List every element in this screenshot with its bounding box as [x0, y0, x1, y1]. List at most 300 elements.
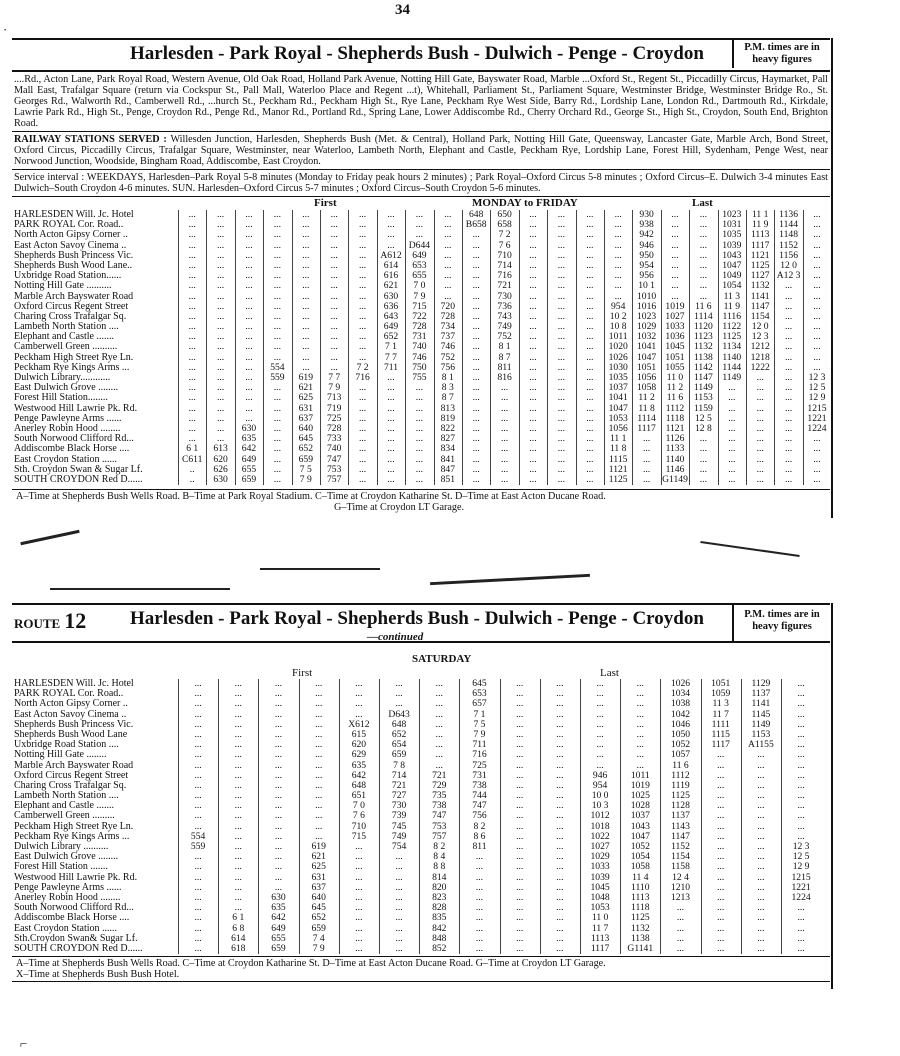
time-cell: ...: [273, 463, 281, 475]
column-rule: [774, 210, 775, 485]
time-cell: ...: [387, 443, 395, 455]
time-cell: ...: [274, 718, 283, 730]
footnotes: [12, 956, 830, 982]
time-cell: 1025: [630, 790, 650, 802]
time-cell: 1224: [807, 422, 827, 434]
time-cell: ...: [273, 382, 281, 394]
stop-name: Dulwich Library............: [14, 372, 111, 383]
time-cell: ...: [813, 270, 821, 282]
column-rule: [604, 210, 605, 485]
time-cell: ...: [273, 270, 281, 282]
time-cell: ...: [302, 280, 310, 292]
time-cell: ...: [813, 463, 821, 475]
time-cell: ...: [355, 678, 363, 689]
time-cell: ...: [234, 688, 242, 700]
time-cell: ...: [642, 463, 651, 475]
time-cell: ...: [586, 249, 594, 261]
time-cell: 1053: [608, 412, 628, 424]
time-cell: ...: [234, 881, 242, 893]
time-cell: 735: [432, 790, 447, 802]
time-cell: ...: [556, 759, 564, 771]
time-cell: 1058: [636, 382, 657, 394]
time-cell: ...: [234, 739, 242, 751]
time-cell: ...: [358, 351, 367, 363]
time-cell: ...: [245, 361, 253, 373]
time-cell: ...: [216, 290, 225, 302]
time-cell: 835: [432, 912, 447, 924]
time-cell: ...: [273, 239, 281, 251]
time-cell: ...: [797, 739, 805, 751]
time-cell: ...: [516, 912, 524, 924]
time-cell: ...: [435, 728, 443, 740]
time-cell: 12 5: [808, 382, 826, 394]
time-cell: 1125: [630, 912, 650, 924]
stop-list: [14, 679, 143, 954]
time-cell: 814: [432, 871, 447, 883]
time-column: [320, 210, 348, 485]
time-cell: 11 6: [672, 759, 689, 771]
time-cell: 749: [391, 830, 407, 842]
time-column: [263, 210, 291, 485]
time-cell: 1218: [750, 351, 770, 363]
time-cell: ...: [216, 239, 225, 251]
time-cell: ...: [358, 443, 367, 455]
time-cell: ...: [302, 321, 310, 333]
time-cell: 1125: [722, 331, 742, 343]
time-cell: ...: [529, 402, 537, 414]
time-cell: ...: [757, 942, 765, 954]
time-cell: ...: [557, 341, 565, 353]
time-cell: 725: [327, 412, 342, 424]
time-cell: ...: [435, 718, 443, 730]
time-cell: 11 9: [723, 300, 740, 312]
time-cell: 1114: [637, 412, 656, 424]
time-cell: 1029: [636, 321, 657, 333]
column-rule: [689, 210, 690, 485]
time-cell: 1038: [670, 698, 691, 710]
time-cell: ...: [642, 443, 651, 455]
time-cell: ...: [756, 392, 764, 404]
time-cell: ...: [586, 321, 594, 333]
time-cell: 727: [391, 790, 407, 802]
time-cell: 1035: [608, 372, 628, 383]
time-cell: 728: [327, 422, 342, 434]
time-cell: ...: [387, 229, 395, 241]
time-cell: ...: [586, 310, 594, 322]
time-cell: ...: [529, 382, 537, 394]
time-cell: ...: [273, 392, 281, 404]
time-cell: ...: [355, 942, 363, 954]
time-cell: ...: [234, 759, 242, 771]
time-cell: ...: [302, 361, 310, 373]
time-cell: ...: [797, 922, 805, 934]
time-cell: ...: [516, 800, 524, 812]
column-rule: [500, 679, 501, 954]
time-cell: 1158: [671, 861, 690, 873]
time-cell: 713: [327, 392, 342, 404]
time-cell: ...: [444, 270, 452, 282]
time-cell: ...: [516, 739, 524, 751]
time-cell: ...: [274, 820, 283, 832]
time-cell: ...: [728, 463, 736, 475]
time-cell: ...: [556, 810, 564, 822]
time-cell: 7 9: [413, 290, 426, 302]
page-tear: [0, 518, 900, 603]
time-cell: 640: [298, 422, 313, 434]
time-cell: ...: [358, 209, 367, 220]
time-cell: ...: [784, 310, 793, 322]
time-cell: ...: [500, 382, 509, 394]
time-cell: 1056: [636, 372, 657, 383]
time-cell: ...: [274, 779, 283, 791]
time-cell: ...: [516, 932, 524, 944]
time-cell: 7 9: [312, 942, 325, 954]
time-cell: ...: [273, 402, 281, 414]
time-cell: 731: [472, 769, 487, 781]
time-cell: ...: [529, 321, 537, 333]
time-cell: ...: [756, 433, 764, 445]
time-cell: 1049: [722, 270, 742, 282]
time-cell: ...: [756, 422, 764, 434]
time-cell: ...: [194, 942, 202, 954]
time-cell: ...: [614, 259, 622, 271]
time-column: [576, 210, 604, 485]
column-rule: [263, 210, 264, 485]
time-cell: ..: [189, 473, 195, 485]
time-cell: 1143: [671, 820, 690, 832]
time-cell: 1043: [722, 249, 742, 261]
time-cell: ...: [516, 871, 524, 883]
time-cell: 752: [497, 331, 512, 343]
time-cell: ...: [395, 698, 403, 710]
time-cell: 720: [440, 300, 455, 312]
time-cell: 642: [351, 769, 367, 781]
time-cell: 1041: [636, 341, 657, 353]
time-cell: 8 8: [433, 861, 446, 873]
time-cell: 1144: [779, 219, 798, 231]
time-cell: 1152: [779, 239, 798, 251]
time-cell: 630: [383, 290, 399, 302]
time-cell: ...: [784, 433, 793, 445]
time-cell: 11 7: [591, 922, 609, 934]
time-cell: ...: [717, 769, 725, 781]
time-cell: 1020: [608, 341, 628, 353]
time-cell: ...: [516, 688, 524, 700]
time-cell: 942: [639, 229, 654, 241]
time-cell: ...: [315, 810, 323, 822]
time-cell: 619: [298, 372, 313, 383]
time-cell: ...: [188, 361, 196, 373]
time-cell: ...: [444, 239, 452, 251]
stop-name: Anerley Robin Hood ........: [14, 891, 121, 903]
time-cell: ...: [676, 902, 685, 914]
time-cell: ...: [757, 881, 765, 893]
time-cell: 649: [271, 922, 286, 934]
time-cell: ...: [472, 259, 480, 271]
time-cell: ...: [358, 321, 367, 333]
column-rule: [379, 679, 380, 954]
column-rule: [348, 210, 349, 485]
time-cell: ...: [596, 759, 604, 771]
time-cell: ...: [475, 861, 484, 873]
time-cell: 1221: [791, 881, 811, 893]
time-cell: ...: [194, 912, 202, 924]
column-rule: [781, 679, 782, 954]
time-cell: ...: [194, 728, 202, 740]
time-cell: 1041: [608, 392, 628, 404]
time-cell: ...: [728, 422, 736, 434]
time-cell: ...: [188, 392, 196, 404]
time-cell: ...: [358, 392, 367, 404]
time-cell: 1052: [630, 841, 650, 852]
column-rule: [206, 210, 207, 485]
stop-name: Forest Hill Station........: [14, 392, 108, 404]
time-cell: ...: [330, 361, 338, 373]
time-cell: ...: [395, 881, 403, 893]
time-cell: ...: [415, 412, 423, 424]
time-cell: 12 0: [780, 259, 797, 271]
stop-name: SOUTH CROYDON Red D......: [14, 473, 143, 485]
time-cell: ...: [813, 259, 821, 271]
stop-name: East Dulwich Grove ........: [14, 851, 119, 863]
time-cell: ...: [557, 473, 565, 485]
corner-mark: ·: [3, 22, 8, 37]
column-rule: [405, 210, 406, 485]
time-cell: ...: [472, 412, 480, 424]
time-cell: 637: [311, 881, 326, 893]
time-cell: ...: [813, 290, 821, 302]
time-cell: ...: [642, 433, 651, 445]
time-cell: ...: [757, 749, 765, 761]
time-cell: 657: [472, 698, 487, 710]
time-cell: ...: [302, 229, 310, 241]
saturday-panel: [12, 603, 830, 982]
time-cell: ...: [529, 412, 537, 424]
page-number: 34: [395, 2, 410, 18]
time-cell: ...: [330, 219, 338, 231]
footnote-line: X–Time at Shepherds Bush Bush Hotel.: [16, 969, 180, 980]
time-cell: 6 1: [186, 443, 199, 455]
time-cell: ...: [330, 321, 338, 333]
time-cell: ...: [273, 290, 281, 302]
time-cell: ...: [556, 942, 564, 954]
time-cell: 827: [440, 433, 455, 445]
time-cell: ...: [784, 402, 793, 414]
time-cell: ...: [556, 922, 564, 934]
time-cell: ...: [699, 473, 707, 485]
time-column: [718, 210, 746, 485]
time-cell: ...: [784, 372, 793, 383]
time-cell: ...: [194, 851, 202, 863]
time-cell: ...: [475, 932, 484, 944]
time-cell: 1136: [779, 209, 798, 220]
time-cell: 954: [592, 779, 608, 791]
time-cell: 1125: [750, 259, 770, 271]
time-cell: ...: [358, 270, 367, 282]
time-cell: ...: [813, 453, 821, 465]
time-cell: 1028: [630, 800, 650, 812]
time-cell: ...: [273, 249, 281, 261]
time-cell: ...: [756, 382, 764, 394]
time-cell: 1221: [807, 412, 827, 424]
time-cell: 10 8: [609, 321, 627, 333]
time-cell: ...: [245, 249, 253, 261]
time-cell: ...: [586, 259, 594, 271]
time-cell: ...: [797, 912, 805, 924]
time-cell: 8 4: [433, 851, 446, 863]
column-rule: [258, 679, 259, 954]
time-cell: ...: [784, 412, 793, 424]
time-cell: 1047: [630, 830, 650, 842]
time-cell: 11 6: [695, 300, 712, 312]
heading-day: SATURDAY: [412, 653, 472, 665]
time-cell: 8 2: [473, 820, 486, 832]
time-cell: ...: [797, 779, 805, 791]
time-cell: ...: [529, 351, 537, 363]
time-cell: 10 2: [609, 310, 627, 322]
time-cell: ...: [245, 270, 253, 282]
smudge: [430, 574, 590, 585]
time-cell: ...: [529, 361, 537, 373]
time-cell: ...: [274, 678, 283, 689]
time-cell: ...: [355, 902, 363, 914]
time-cell: 722: [412, 310, 427, 322]
time-cell: ...: [216, 259, 225, 271]
time-cell: ...: [435, 678, 443, 689]
time-cell: 10 3: [591, 800, 609, 812]
time-cell: ...: [500, 433, 509, 445]
time-cell: ...: [315, 728, 323, 740]
time-cell: ...: [813, 351, 821, 363]
time-cell: ...: [472, 443, 480, 455]
time-cell: 12 5: [792, 851, 810, 863]
time-cell: ...: [387, 219, 395, 231]
stop-name: SOUTH CROYDON Red D......: [14, 942, 143, 954]
time-cell: 744: [472, 790, 487, 802]
time-cell: 659: [271, 942, 286, 954]
time-cell: 642: [241, 443, 257, 455]
time-cell: ...: [529, 453, 537, 465]
time-cell: 635: [351, 759, 367, 771]
time-cell: 1112: [665, 402, 685, 414]
time-cell: 813: [440, 402, 455, 414]
time-cell: 1054: [630, 851, 650, 863]
time-cell: ...: [216, 392, 225, 404]
time-cell: 1222: [750, 361, 770, 373]
time-cell: ...: [475, 922, 484, 934]
time-cell: ...: [529, 463, 537, 475]
time-cell: ...: [274, 769, 283, 781]
time-cell: ...: [216, 300, 225, 312]
time-cell: 1047: [722, 259, 742, 271]
time-cell: 956: [639, 270, 654, 282]
time-column: [377, 210, 405, 485]
time-cell: ...: [813, 331, 821, 343]
stop-name: Anerley Robin Hood ........: [14, 422, 121, 434]
time-cell: 1148: [779, 229, 798, 241]
time-cell: ...: [797, 790, 805, 802]
time-cell: ...: [797, 932, 805, 944]
time-cell: ...: [188, 310, 196, 322]
time-cell: ...: [717, 891, 725, 903]
time-cell: ...: [784, 341, 793, 353]
time-cell: 659: [241, 473, 257, 485]
time-cell: 11 9: [751, 219, 769, 231]
time-cell: ...: [188, 280, 196, 292]
stop-name: Shepherds Bush Wood Lane..: [14, 259, 133, 271]
time-cell: ...: [245, 280, 253, 292]
time-column: [540, 679, 580, 954]
time-cell: 715: [412, 300, 427, 312]
time-cell: 1116: [722, 310, 742, 322]
time-column: [803, 210, 831, 485]
time-cell: ...: [274, 759, 283, 771]
time-cell: ...: [188, 433, 196, 445]
time-column: [419, 679, 459, 954]
time-cell: 12 3: [792, 841, 810, 852]
time-cell: ...: [273, 300, 281, 312]
time-column: [660, 679, 700, 954]
time-cell: ...: [395, 902, 403, 914]
time-cell: 1036: [665, 331, 685, 343]
time-cell: ...: [813, 321, 821, 333]
time-cell: 1047: [636, 351, 657, 363]
time-cell: ...: [529, 229, 537, 241]
time-cell: ...: [757, 800, 765, 812]
time-cell: ...: [699, 463, 707, 475]
smudge: [700, 541, 799, 557]
time-cell: ...: [194, 708, 202, 720]
time-cell: ...: [556, 871, 564, 883]
time-cell: ...: [529, 209, 537, 220]
time-cell: ...: [273, 280, 281, 292]
time-cell: ...: [273, 351, 281, 363]
stop-name: Uxbridge Road Station ....: [14, 739, 119, 751]
stop-name: Penge Pawleyne Arms ......: [14, 881, 122, 893]
time-cell: ...: [586, 392, 594, 404]
stop-name: Shepherds Bush Princess Vic.: [14, 718, 134, 730]
time-cell: ...: [330, 351, 338, 363]
time-cell: ...: [529, 473, 537, 485]
time-cell: ...: [194, 922, 202, 934]
time-cell: ...: [315, 779, 323, 791]
stop-name: Dulwich Library ..........: [14, 841, 109, 852]
time-cell: A12 3: [776, 270, 801, 282]
time-cell: ...: [188, 321, 196, 333]
time-cell: ...: [797, 728, 805, 740]
time-cell: 8 7: [498, 351, 511, 363]
time-cell: 1134: [722, 341, 742, 353]
time-cell: ...: [234, 871, 242, 883]
stations-text: Willesden Junction, Harlesden, Shepherds Bush (Met. & Central), Holland Park, Notting Hill Gate, Queensway, Lancaster Gate, Marble Arch, Bond Street, Oxford Circus, Piccadilly Circus, Trafalgar Square, Westminster, near Waterloo, Lambeth North, Elephant and Castle, Peckham Rye, Lordship Lane, Forest Hill, Sydenham, Penge West, near Norwood Junction, Woodside, Bingham Road, Addiscombe, East Croydon.: [14, 134, 829, 167]
time-cell: ...: [757, 841, 765, 852]
time-cell: 946: [592, 769, 608, 781]
time-cell: 1037: [608, 382, 628, 394]
time-cell: ...: [216, 361, 225, 373]
time-cell: ...: [556, 728, 564, 740]
column-rule: [419, 679, 420, 954]
time-cell: 1125: [608, 473, 628, 485]
time-cell: ...: [188, 229, 196, 241]
time-cell: ...: [475, 912, 484, 924]
time-cell: ...: [444, 259, 452, 271]
time-cell: ...: [784, 331, 793, 343]
time-cell: ...: [395, 922, 403, 934]
column-rule: [580, 679, 581, 954]
time-cell: ...: [194, 698, 202, 710]
time-cell: 11 0: [591, 912, 609, 924]
smudge: [20, 530, 79, 545]
